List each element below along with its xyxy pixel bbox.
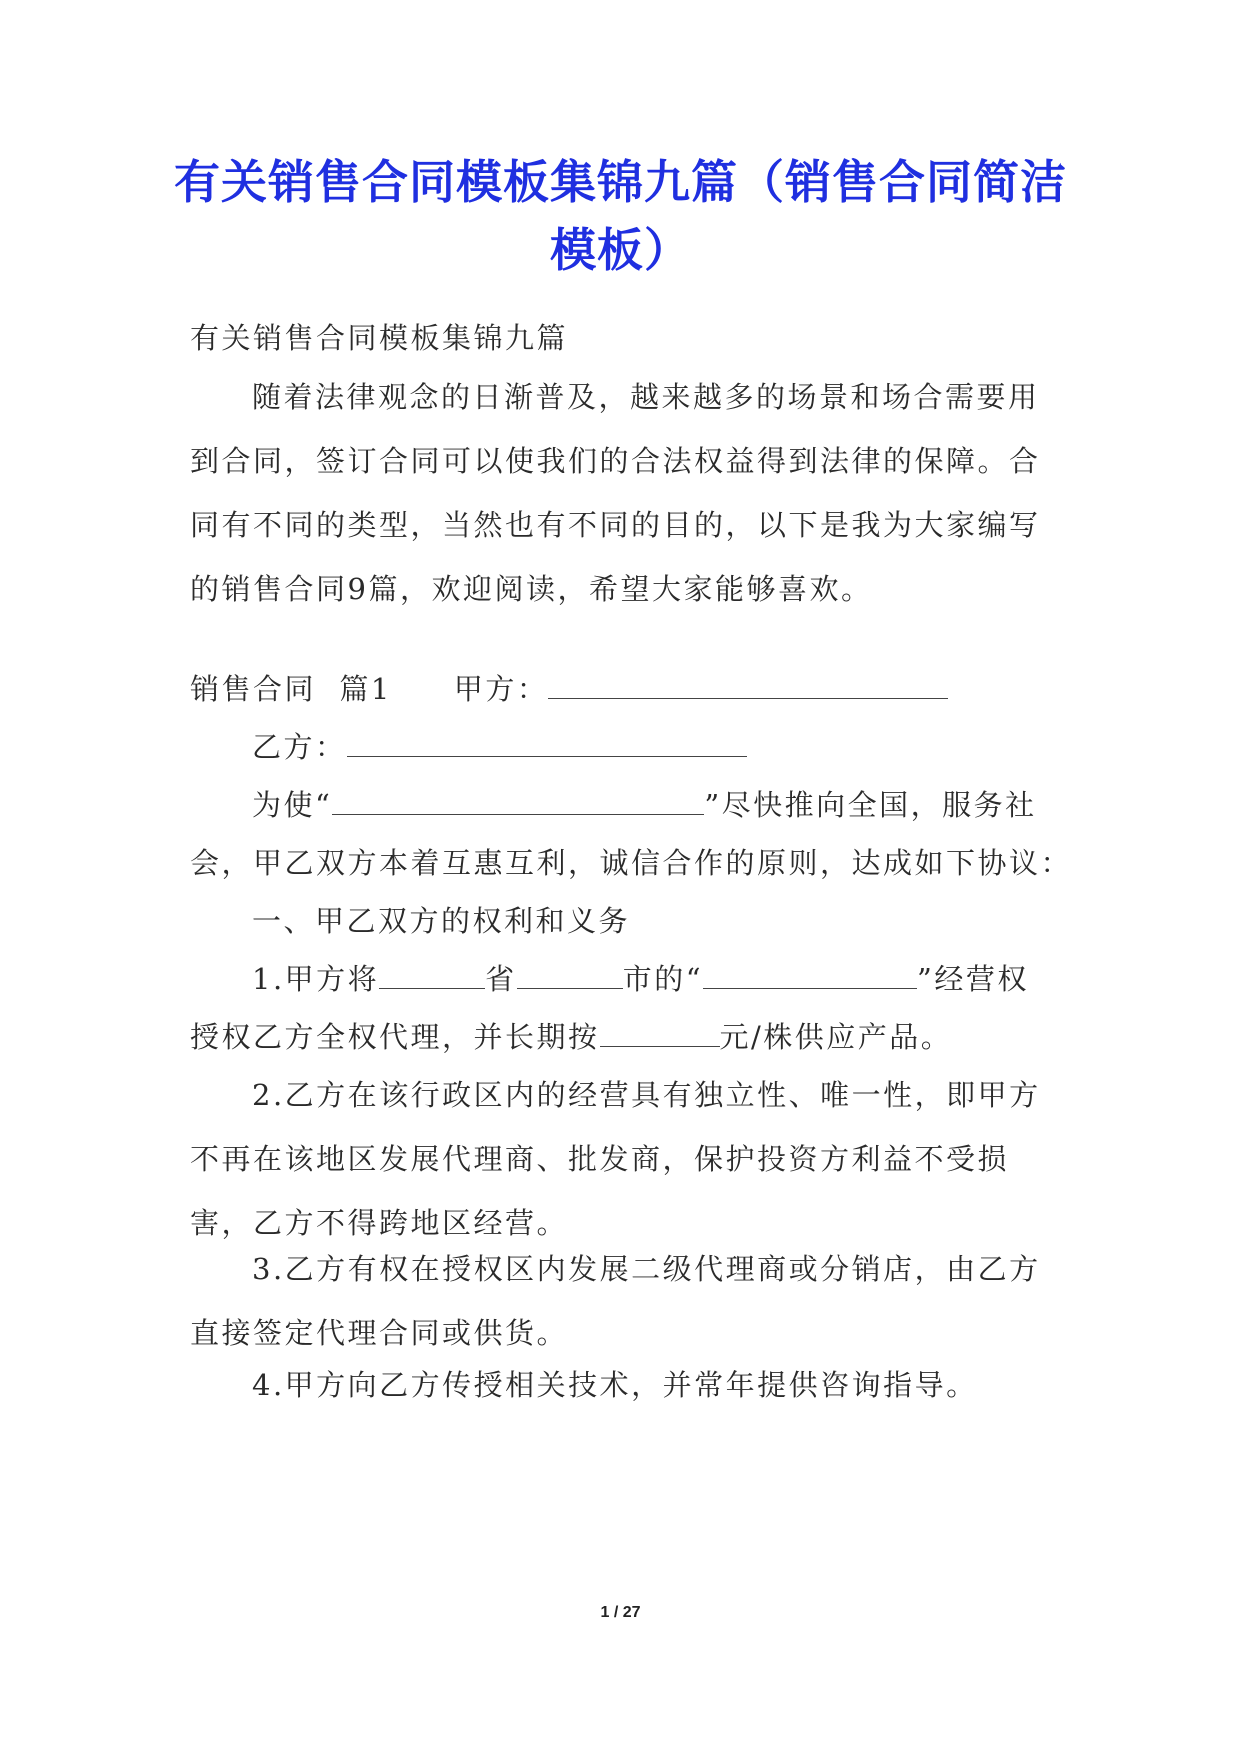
clause-3: 3.乙方有权在授权区内发展二级代理商或分销店，由乙方直接签定代理合同或供货。 [190, 1252, 1041, 1350]
section-heading: 销售合同 篇1 [190, 672, 392, 706]
clause-1-part-b: 省 [485, 962, 517, 996]
document-title: 有关销售合同模板集锦九篇（销售合同简洁模板） [174, 155, 1067, 277]
product-name-blank [332, 792, 704, 815]
page-indicator: 1 / 27 [600, 1604, 641, 1621]
clause-1-line-2-part-b: 元/株供应产品。 [719, 1020, 953, 1054]
intro-paragraph: 随着法律观念的日渐普及，越来越多的场景和场合需要用到合同，签订合同可以使我们的合法权益得到法律的保障。合同有不同的类型，当然也有不同的目的，以下是我为大家编写的销售合同9篇，欢迎阅读，希望大家能够喜欢。 [190, 380, 1041, 606]
section-heading-line [190, 657, 948, 721]
document-subtitle: 有关销售合同模板集锦九篇 [190, 321, 569, 355]
clause-1-line-2 [190, 1005, 952, 1069]
party-b-line [252, 715, 747, 779]
clause-1-part-c: 市的“ [622, 962, 704, 996]
province-blank [379, 966, 485, 989]
party-b-blank [347, 734, 747, 757]
party-a-label: 甲方： [453, 672, 549, 706]
clause-heading: 一、甲乙双方的权利和义务 [252, 904, 631, 938]
clause-1-part-d: ”经营权 [917, 962, 1029, 996]
purpose-line-2: 会，甲乙双方本着互惠互利，诚信合作的原则，达成如下协议： [190, 846, 1073, 880]
city-blank [517, 966, 623, 989]
clause-2: 2.乙方在该行政区内的经营具有独立性、唯一性，即甲方不再在该地区发展代理商、批发商，保护投资方利益不受损害，乙方不得跨地区经营。 [190, 1078, 1041, 1240]
purpose-line [252, 773, 1037, 837]
clause-1-part-a: 1.甲方将 [252, 962, 380, 996]
party-a-blank [548, 676, 948, 699]
price-blank [600, 1024, 720, 1047]
party-b-label: 乙方： [252, 730, 347, 764]
clause-1-line-2-part-a: 授权乙方全权代理，并长期按 [190, 1020, 600, 1054]
clause-1-line [252, 947, 1029, 1011]
purpose-prefix: 为使“ [252, 788, 333, 822]
clause-4: 4.甲方向乙方传授相关技术，并常年提供咨询指导。 [252, 1368, 978, 1402]
business-name-blank [703, 966, 917, 989]
purpose-suffix: ”尽快推向全国，服务社 [704, 788, 1037, 822]
